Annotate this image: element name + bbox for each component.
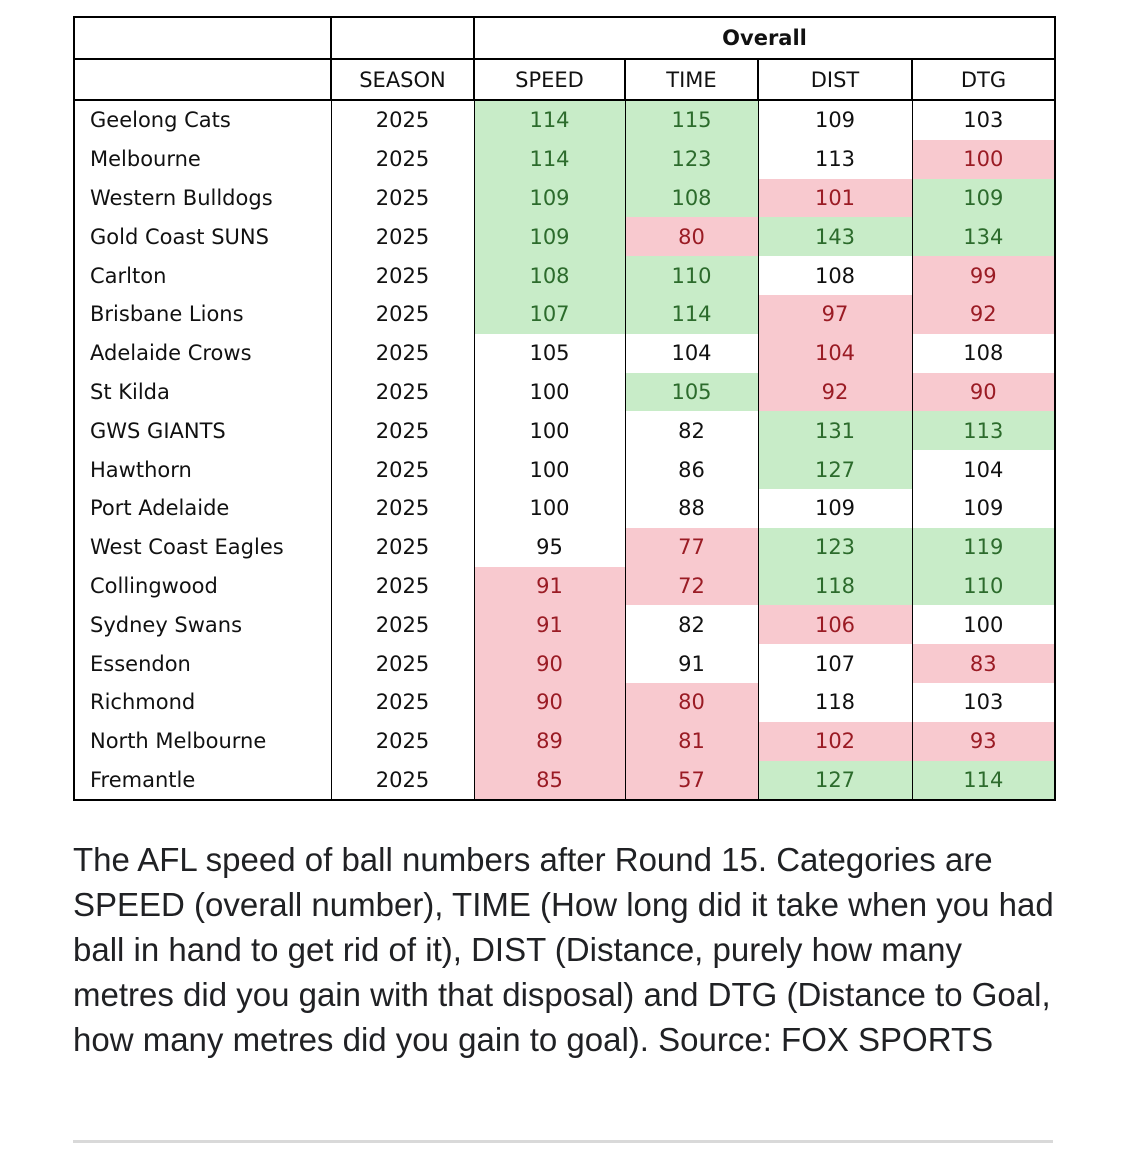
dist-value-cell: 127 bbox=[758, 450, 912, 489]
season-cell: 2025 bbox=[331, 295, 474, 334]
speed-value-cell: 114 bbox=[474, 100, 625, 140]
time-value-cell: 114 bbox=[625, 295, 758, 334]
table-row bbox=[74, 140, 1055, 179]
team-name-cell: Geelong Cats bbox=[74, 100, 331, 140]
divider bbox=[73, 1140, 1053, 1143]
season-cell: 2025 bbox=[331, 528, 474, 567]
season-cell: 2025 bbox=[331, 140, 474, 179]
dist-value-cell: 109 bbox=[758, 100, 912, 140]
table-row bbox=[74, 644, 1055, 683]
table-row bbox=[74, 334, 1055, 373]
dist-value-cell: 123 bbox=[758, 528, 912, 567]
season-cell: 2025 bbox=[331, 722, 474, 761]
dist-value-cell: 127 bbox=[758, 761, 912, 801]
time-value-cell: 80 bbox=[625, 217, 758, 256]
dist-value-cell: 113 bbox=[758, 140, 912, 179]
table-row bbox=[74, 528, 1055, 567]
team-name-cell: Sydney Swans bbox=[74, 605, 331, 644]
table-row bbox=[74, 100, 1055, 140]
season-cell: 2025 bbox=[331, 217, 474, 256]
team-column-header bbox=[74, 59, 331, 100]
team-name-cell: Gold Coast SUNS bbox=[74, 217, 331, 256]
time-value-cell: 123 bbox=[625, 140, 758, 179]
dtg-value-cell: 134 bbox=[912, 217, 1055, 256]
season-cell: 2025 bbox=[331, 644, 474, 683]
season-cell: 2025 bbox=[331, 179, 474, 218]
team-name-cell: Richmond bbox=[74, 683, 331, 722]
speed-value-cell: 107 bbox=[474, 295, 625, 334]
time-value-cell: 110 bbox=[625, 256, 758, 295]
speed-value-cell: 91 bbox=[474, 567, 625, 606]
dist-column-header: DIST bbox=[758, 59, 912, 100]
speed-value-cell: 109 bbox=[474, 217, 625, 256]
dist-value-cell: 131 bbox=[758, 411, 912, 450]
dist-value-cell: 143 bbox=[758, 217, 912, 256]
table-row bbox=[74, 179, 1055, 218]
table-row bbox=[74, 217, 1055, 256]
dist-value-cell: 118 bbox=[758, 683, 912, 722]
season-cell: 2025 bbox=[331, 373, 474, 412]
table-body bbox=[74, 100, 1055, 800]
speed-value-cell: 95 bbox=[474, 528, 625, 567]
team-name-cell: Carlton bbox=[74, 256, 331, 295]
dtg-column-header: DTG bbox=[912, 59, 1055, 100]
dist-value-cell: 108 bbox=[758, 256, 912, 295]
dtg-value-cell: 92 bbox=[912, 295, 1055, 334]
dist-value-cell: 107 bbox=[758, 644, 912, 683]
table-row bbox=[74, 761, 1055, 801]
dist-value-cell: 102 bbox=[758, 722, 912, 761]
season-cell: 2025 bbox=[331, 683, 474, 722]
table-row bbox=[74, 683, 1055, 722]
dtg-value-cell: 103 bbox=[912, 683, 1055, 722]
overall-group-header: Overall bbox=[474, 17, 1055, 59]
speed-value-cell: 100 bbox=[474, 411, 625, 450]
dtg-value-cell: 99 bbox=[912, 256, 1055, 295]
table-row bbox=[74, 256, 1055, 295]
column-header-row bbox=[74, 59, 1055, 100]
speed-of-ball-table bbox=[73, 16, 1056, 801]
dist-value-cell: 101 bbox=[758, 179, 912, 218]
table-row bbox=[74, 489, 1055, 528]
dtg-value-cell: 100 bbox=[912, 140, 1055, 179]
dist-value-cell: 92 bbox=[758, 373, 912, 412]
time-value-cell: 115 bbox=[625, 100, 758, 140]
time-value-cell: 80 bbox=[625, 683, 758, 722]
team-name-cell: North Melbourne bbox=[74, 722, 331, 761]
dtg-value-cell: 110 bbox=[912, 567, 1055, 606]
team-name-cell: Brisbane Lions bbox=[74, 295, 331, 334]
team-name-cell: Adelaide Crows bbox=[74, 334, 331, 373]
speed-column-header: SPEED bbox=[474, 59, 625, 100]
dtg-value-cell: 104 bbox=[912, 450, 1055, 489]
season-column-header: SEASON bbox=[331, 59, 474, 100]
speed-value-cell: 105 bbox=[474, 334, 625, 373]
dtg-value-cell: 93 bbox=[912, 722, 1055, 761]
dist-value-cell: 106 bbox=[758, 605, 912, 644]
dist-value-cell: 104 bbox=[758, 334, 912, 373]
caption-text: The AFL speed of ball numbers after Round 15. Categories are SPEED (overall number), TIME (How long did it take when you had ball in hand to get rid of it), DIST (Distance, purely how many metres did you gain with that disposal) and DTG (Distance to Goal, how many metres did you gain to goal). Source: FOX SPORTS bbox=[73, 841, 1054, 1058]
speed-value-cell: 90 bbox=[474, 683, 625, 722]
time-value-cell: 57 bbox=[625, 761, 758, 801]
time-value-cell: 88 bbox=[625, 489, 758, 528]
group-header-row bbox=[74, 17, 1055, 59]
stats-table-container bbox=[73, 16, 1054, 801]
team-name-cell: Hawthorn bbox=[74, 450, 331, 489]
time-value-cell: 82 bbox=[625, 411, 758, 450]
speed-value-cell: 85 bbox=[474, 761, 625, 801]
time-value-cell: 91 bbox=[625, 644, 758, 683]
dtg-value-cell: 119 bbox=[912, 528, 1055, 567]
team-name-cell: Western Bulldogs bbox=[74, 179, 331, 218]
dtg-value-cell: 83 bbox=[912, 644, 1055, 683]
time-value-cell: 77 bbox=[625, 528, 758, 567]
dtg-value-cell: 113 bbox=[912, 411, 1055, 450]
dtg-value-cell: 109 bbox=[912, 179, 1055, 218]
table-row bbox=[74, 411, 1055, 450]
season-cell: 2025 bbox=[331, 256, 474, 295]
table-row bbox=[74, 373, 1055, 412]
team-name-cell: St Kilda bbox=[74, 373, 331, 412]
time-value-cell: 104 bbox=[625, 334, 758, 373]
time-value-cell: 108 bbox=[625, 179, 758, 218]
season-cell: 2025 bbox=[331, 411, 474, 450]
season-cell: 2025 bbox=[331, 761, 474, 801]
speed-value-cell: 90 bbox=[474, 644, 625, 683]
speed-value-cell: 91 bbox=[474, 605, 625, 644]
team-name-cell: Essendon bbox=[74, 644, 331, 683]
season-cell: 2025 bbox=[331, 567, 474, 606]
speed-value-cell: 109 bbox=[474, 179, 625, 218]
team-name-cell: Melbourne bbox=[74, 140, 331, 179]
empty-header-cell bbox=[74, 17, 331, 59]
team-name-cell: West Coast Eagles bbox=[74, 528, 331, 567]
time-column-header: TIME bbox=[625, 59, 758, 100]
speed-value-cell: 100 bbox=[474, 450, 625, 489]
dist-value-cell: 118 bbox=[758, 567, 912, 606]
table-row bbox=[74, 722, 1055, 761]
time-value-cell: 105 bbox=[625, 373, 758, 412]
team-name-cell: Port Adelaide bbox=[74, 489, 331, 528]
team-name-cell: GWS GIANTS bbox=[74, 411, 331, 450]
speed-value-cell: 114 bbox=[474, 140, 625, 179]
speed-value-cell: 100 bbox=[474, 373, 625, 412]
season-cell: 2025 bbox=[331, 605, 474, 644]
season-cell: 2025 bbox=[331, 489, 474, 528]
dist-value-cell: 97 bbox=[758, 295, 912, 334]
table-row bbox=[74, 295, 1055, 334]
dtg-value-cell: 100 bbox=[912, 605, 1055, 644]
dtg-value-cell: 114 bbox=[912, 761, 1055, 801]
empty-header-cell bbox=[331, 17, 474, 59]
speed-value-cell: 100 bbox=[474, 489, 625, 528]
dtg-value-cell: 90 bbox=[912, 373, 1055, 412]
dtg-value-cell: 103 bbox=[912, 100, 1055, 140]
season-cell: 2025 bbox=[331, 450, 474, 489]
table-row bbox=[74, 605, 1055, 644]
speed-value-cell: 108 bbox=[474, 256, 625, 295]
dtg-value-cell: 108 bbox=[912, 334, 1055, 373]
team-name-cell: Collingwood bbox=[74, 567, 331, 606]
table-row bbox=[74, 450, 1055, 489]
dist-value-cell: 109 bbox=[758, 489, 912, 528]
time-value-cell: 82 bbox=[625, 605, 758, 644]
season-cell: 2025 bbox=[331, 100, 474, 140]
season-cell: 2025 bbox=[331, 334, 474, 373]
team-name-cell: Fremantle bbox=[74, 761, 331, 801]
dtg-value-cell: 109 bbox=[912, 489, 1055, 528]
speed-value-cell: 89 bbox=[474, 722, 625, 761]
time-value-cell: 81 bbox=[625, 722, 758, 761]
time-value-cell: 72 bbox=[625, 567, 758, 606]
table-row bbox=[74, 567, 1055, 606]
time-value-cell: 86 bbox=[625, 450, 758, 489]
